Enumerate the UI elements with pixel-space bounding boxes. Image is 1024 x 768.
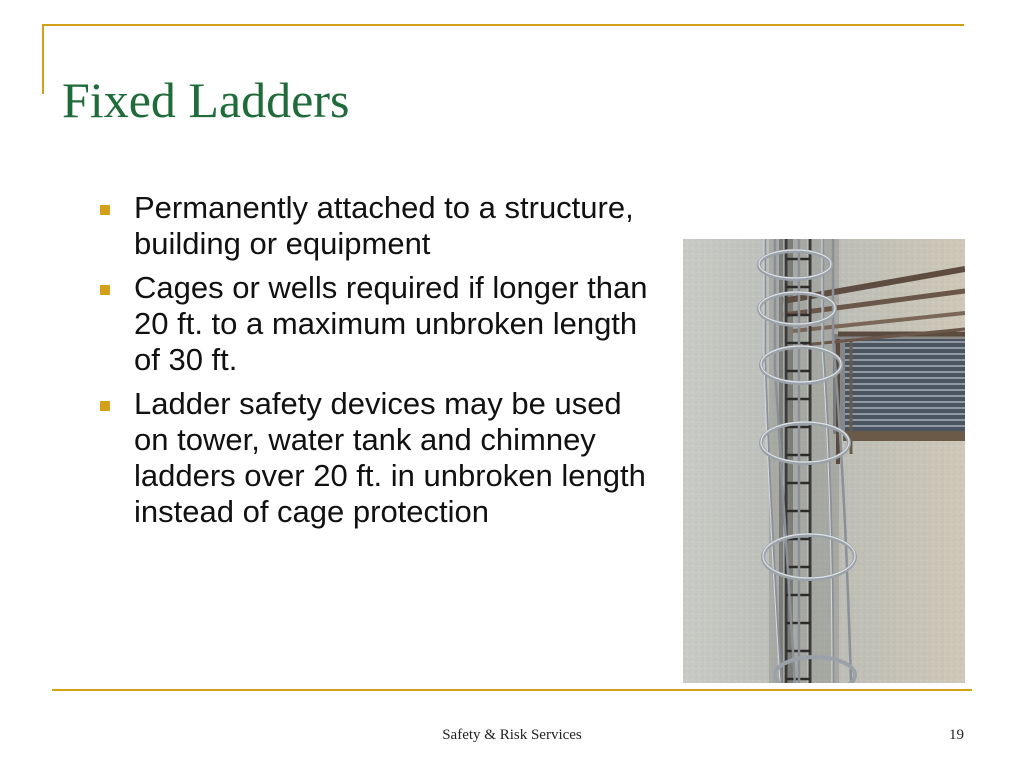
bullet-text: Ladder safety devices may be used on tower, water tank and chimney ladders over 20 ft. in unbroken length instead of cage protection bbox=[134, 386, 646, 529]
slide-number: 19 bbox=[949, 727, 964, 743]
bullet-square-icon bbox=[100, 205, 110, 215]
bullet-item bbox=[96, 270, 656, 378]
fixed-ladder-photo bbox=[683, 239, 965, 683]
footer-rule bbox=[52, 689, 972, 691]
frame-left-rule bbox=[42, 24, 44, 94]
footer-label: Safety & Risk Services bbox=[442, 727, 582, 743]
bullet-text: Cages or wells required if longer than 20 ft. to a maximum unbroken length of 30 ft. bbox=[134, 270, 648, 377]
bullet-square-icon bbox=[100, 401, 110, 411]
bullet-list bbox=[96, 190, 656, 538]
bullet-item bbox=[96, 386, 656, 530]
bullet-item bbox=[96, 190, 656, 262]
bullet-text: Permanently attached to a structure, building or equipment bbox=[134, 190, 634, 261]
frame-top-rule bbox=[42, 24, 964, 26]
bullet-square-icon bbox=[100, 285, 110, 295]
slide-title: Fixed Ladders bbox=[62, 72, 350, 128]
